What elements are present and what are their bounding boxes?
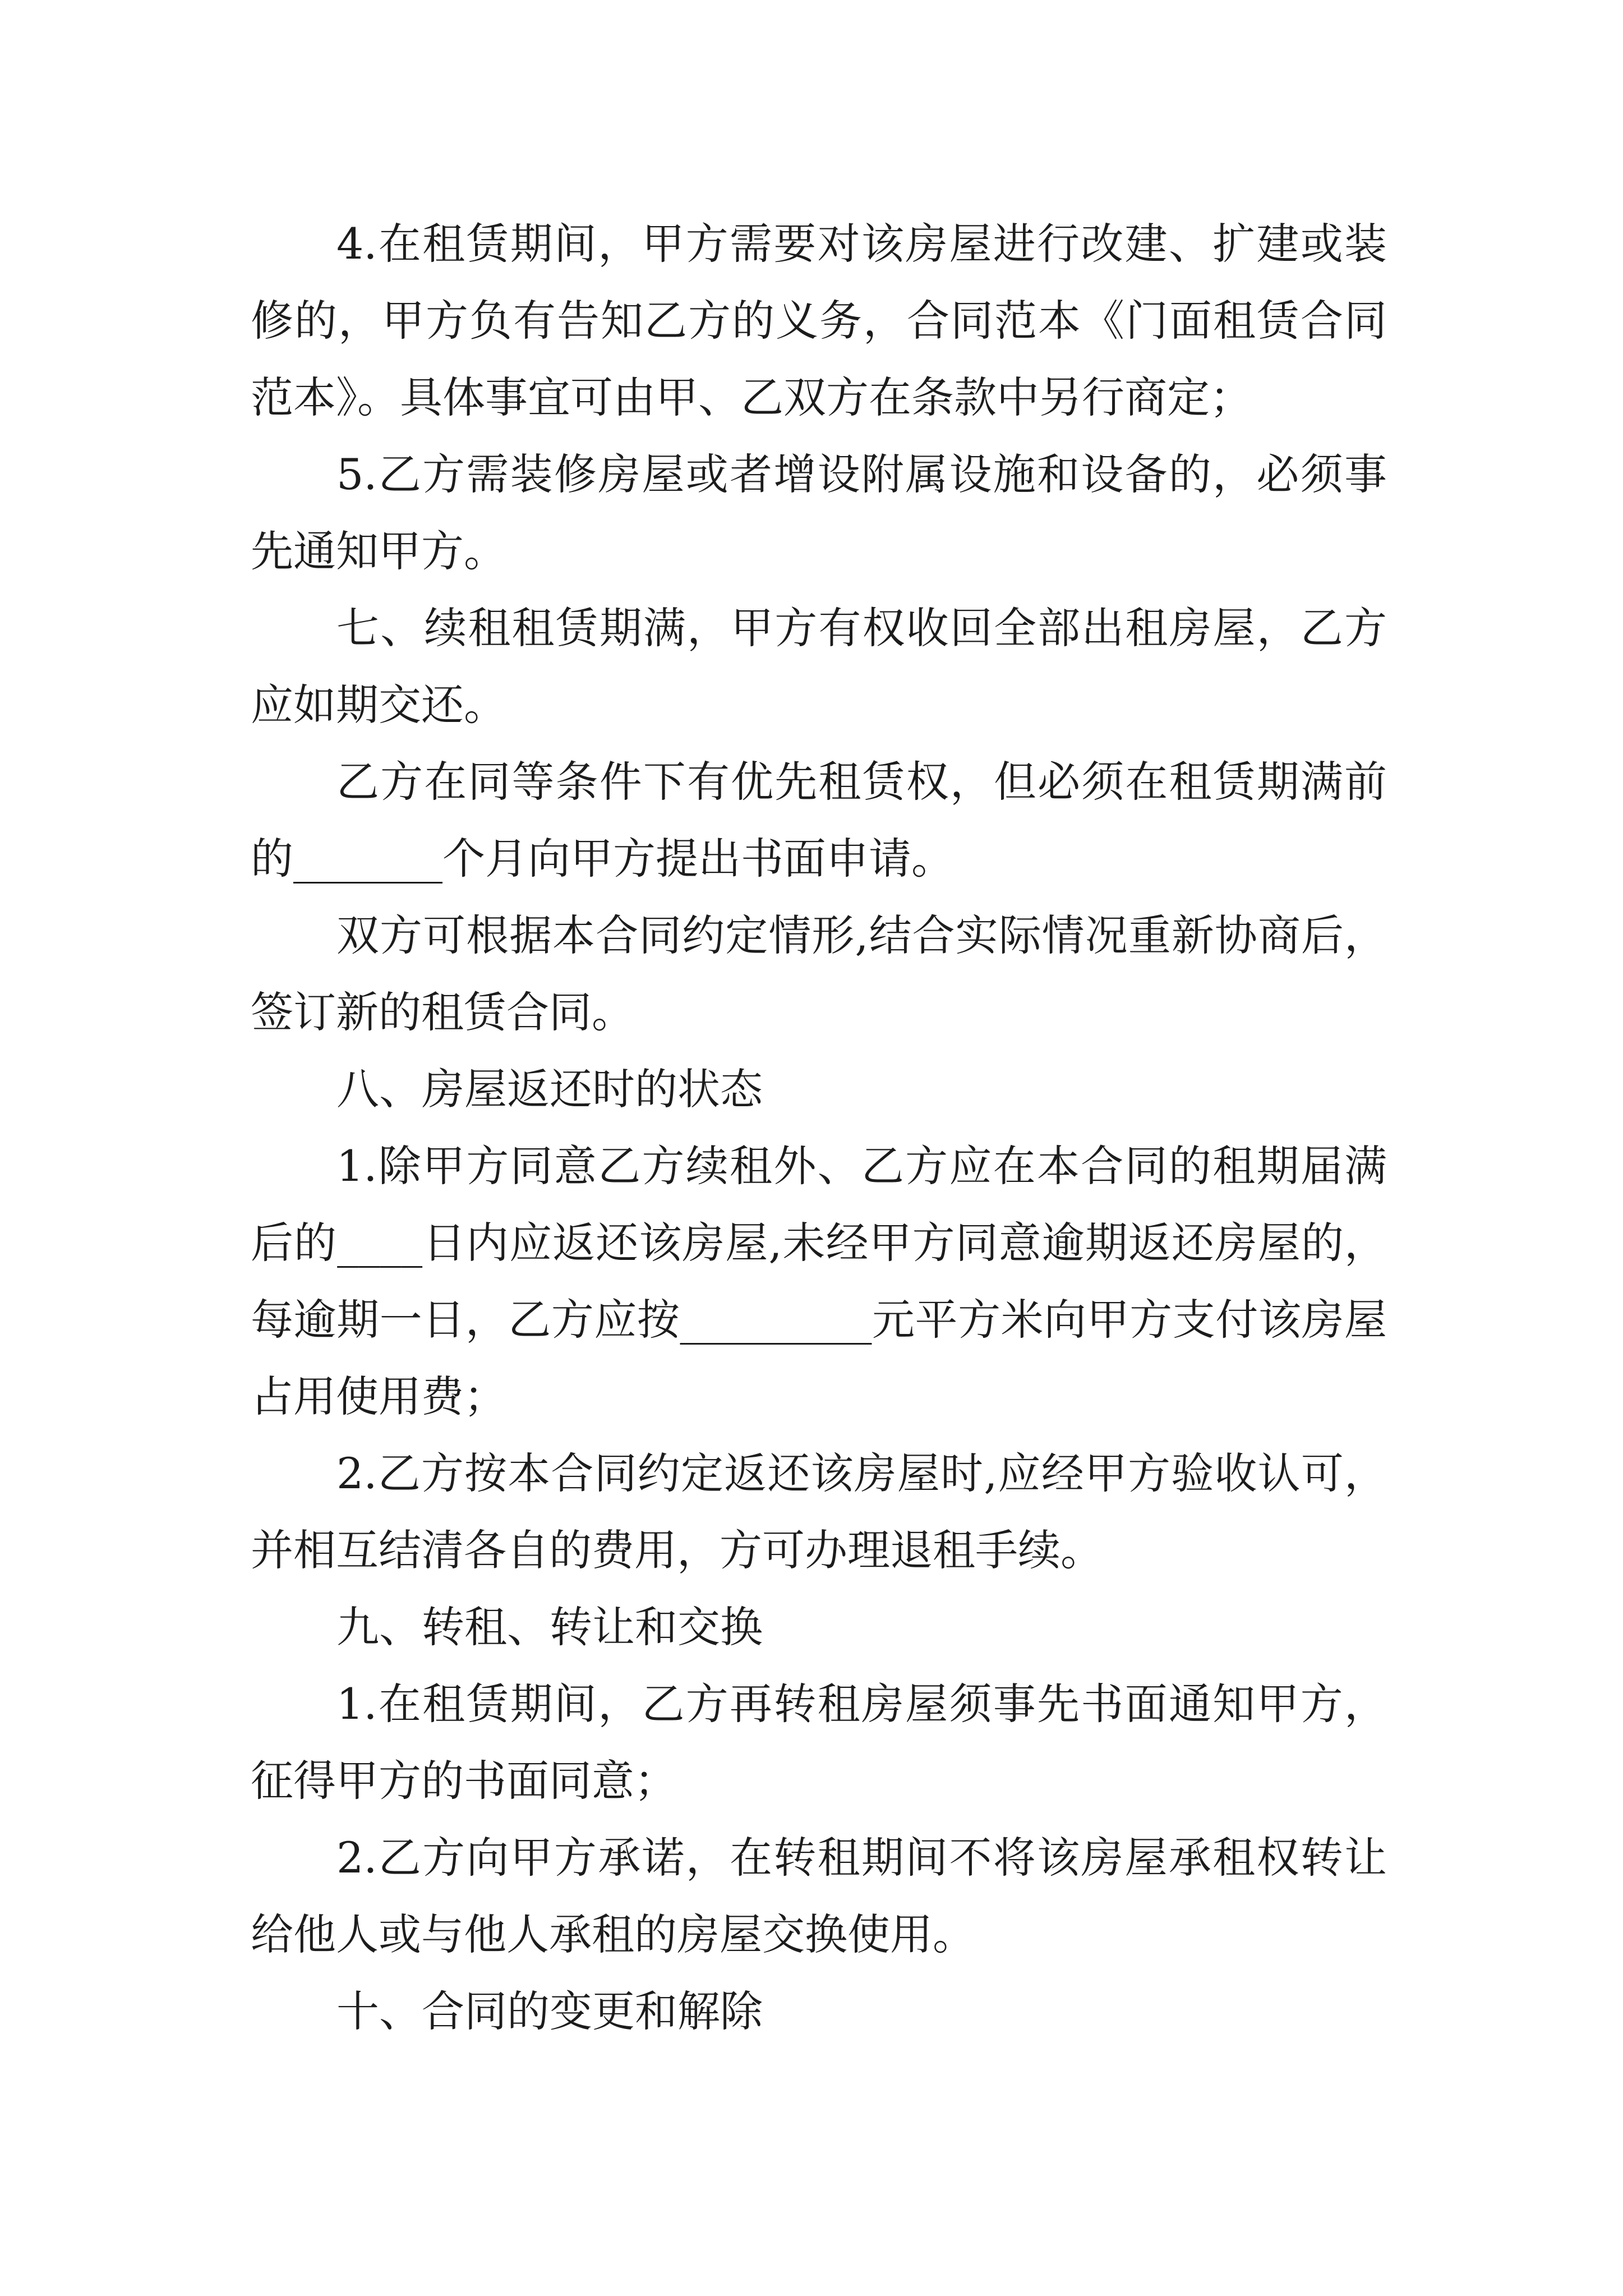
paragraph-line: 2.乙方按本合同约定返还该房屋时,应经甲方验收认可， — [336, 1448, 1387, 1498]
section-heading-text: 九、转租、转让和交换 — [336, 1602, 763, 1652]
paragraph-line: 双方可根据本合同约定情形,结合实际情况重新协商后， — [336, 910, 1387, 960]
clause-paragraph — [251, 590, 1387, 743]
paragraph-line: 的_______个月向甲方提出书面申请。 — [251, 834, 954, 884]
paragraph-line: 2.乙方向甲方承诺，在转租期间不将该房屋承租权转让 — [336, 1833, 1387, 1883]
paragraph-line: 先通知甲方。 — [251, 526, 506, 576]
clause-paragraph — [251, 743, 1387, 897]
paragraph-line: 占用使用费； — [251, 1372, 506, 1421]
section-heading — [251, 1973, 1387, 2050]
paragraph-line: 给他人或与他人承租的房屋交换使用。 — [251, 1910, 975, 1959]
clause-paragraph — [251, 436, 1387, 590]
paragraph-line: 4.在租赁期间，甲方需要对该房屋进行改建、扩建或装 — [336, 219, 1387, 269]
paragraph-line: 应如期交还。 — [251, 680, 506, 730]
section-heading-text: 八、房屋返还时的状态 — [336, 1064, 763, 1114]
paragraph-line: 修的，甲方负有告知乙方的义务，合同范本《门面租赁合同 — [251, 296, 1387, 346]
clause-paragraph — [251, 1819, 1387, 1973]
section-heading — [251, 1051, 1387, 1128]
paragraph-line: 征得甲方的书面同意； — [251, 1756, 677, 1806]
paragraph-line: 七、续租租赁期满，甲方有权收回全部出租房屋，乙方 — [336, 603, 1387, 653]
paragraph-line: 签订新的租赁合同。 — [251, 987, 634, 1037]
section-heading — [251, 1589, 1387, 1665]
paragraph-line: 并相互结清各自的费用，方可办理退租手续。 — [251, 1525, 1103, 1575]
paragraph-line: 1.除甲方同意乙方续租外、乙方应在本合同的租期届满 — [336, 1141, 1387, 1191]
paragraph-line: 5.乙方需装修房屋或者增设附属设施和设备的，必须事 — [336, 449, 1387, 499]
document-body — [251, 205, 1387, 2050]
clause-paragraph — [251, 205, 1387, 436]
clause-paragraph — [251, 1435, 1387, 1589]
paragraph-line: 每逾期一日，乙方应按_________元平方米向甲方支付该房屋 — [251, 1295, 1387, 1345]
section-heading-text: 十、合同的变更和解除 — [336, 1986, 763, 2036]
clause-paragraph — [251, 1665, 1387, 1819]
clause-paragraph — [251, 897, 1387, 1051]
paragraph-line: 范本》。具体事宜可由甲、乙双方在条款中另行商定； — [251, 372, 1252, 422]
paragraph-line: 1.在租赁期间，乙方再转租房屋须事先书面通知甲方， — [336, 1679, 1387, 1729]
clause-paragraph — [251, 1128, 1387, 1435]
paragraph-line: 乙方在同等条件下有优先租赁权，但必须在租赁期满前 — [336, 757, 1387, 807]
paragraph-line: 后的____日内应返还该房屋,未经甲方同意逾期返还房屋的， — [251, 1218, 1387, 1268]
